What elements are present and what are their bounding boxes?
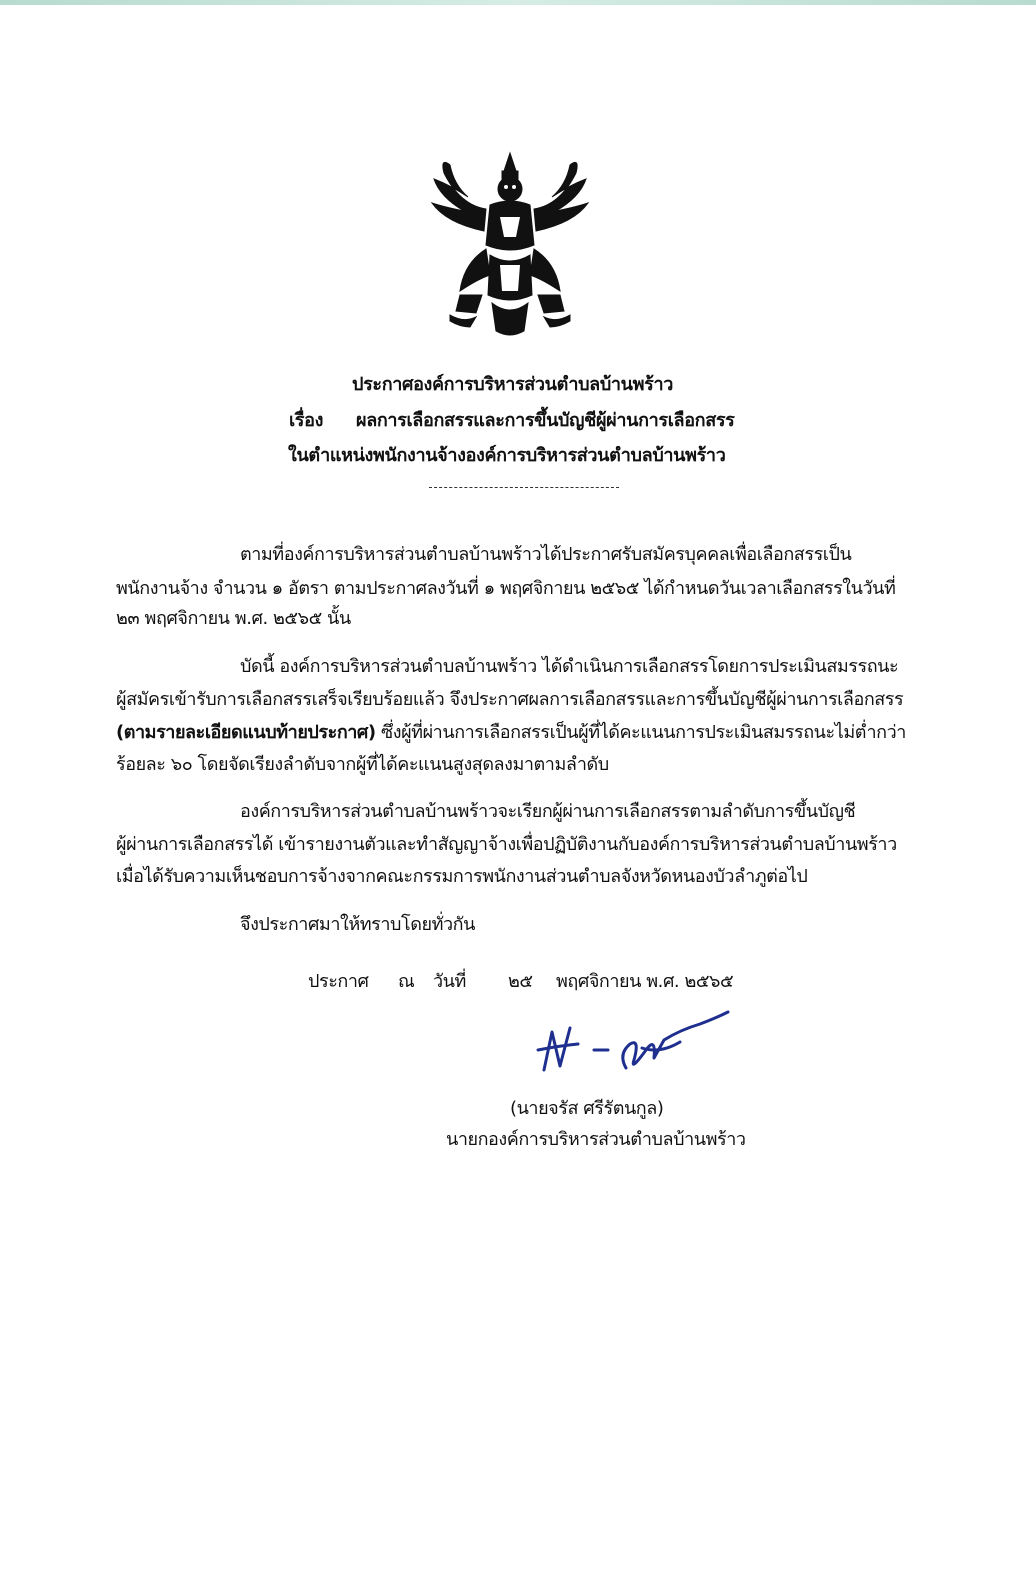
closing-line: จึงประกาศมาให้ทราบโดยทั่วกัน	[240, 914, 475, 935]
scan-edge	[0, 0, 1036, 5]
date-day-value: ๒๕	[508, 971, 533, 992]
position-line: ในตำแหน่งพนักงานจ้างองค์การบริหารส่วนตำบลบ้านพร้าว	[288, 445, 726, 466]
p2-line-4: ร้อยละ ๖๐ โดยจัดเรียงลำดับจากผู้ที่ได้คะแนนสูงสุดลงมาตามลำดับ	[116, 754, 609, 775]
p2-line-1: บัดนี้ องค์การบริหารส่วนตำบลบ้านพร้าว ได้ดำเนินการเลือกสรรโดยการประเมินสมรรถนะ	[240, 656, 899, 677]
date-at-label: ณ	[398, 971, 415, 992]
signatory-position: นายกองค์การบริหารส่วนตำบลบ้านพร้าว	[446, 1129, 746, 1150]
p1-line-2: พนักงานจ้าง จำนวน ๑ อัตรา ตามประกาศลงวันที่ ๑ พฤศจิกายน ๒๕๖๕ ได้กำหนดวันเวลาเลือกสรรในวันที่	[116, 578, 896, 599]
date-day-label: วันที่	[433, 971, 466, 992]
signatory-name: (นายจรัส ศรีรัตนกูล)	[510, 1098, 664, 1119]
p1-line-1: ตามที่องค์การบริหารส่วนตำบลบ้านพร้าวได้ประกาศรับสมัครบุคคลเพื่อเลือกสรรเป็น	[240, 544, 852, 565]
subject-label: เรื่อง	[289, 410, 324, 431]
header-separator	[429, 487, 619, 488]
attachment-reference: (ตามรายละเอียดแนบท้ายประกาศ)	[116, 722, 376, 743]
date-announced-label: ประกาศ	[308, 971, 369, 992]
date-month-year: พฤศจิกายน พ.ศ. ๒๕๖๕	[556, 971, 734, 992]
p2-line-3	[116, 721, 906, 745]
announcement-title: ประกาศองค์การบริหารส่วนตำบลบ้านพร้าว	[352, 374, 673, 395]
p1-line-3: ๒๓ พฤศจิกายน พ.ศ. ๒๕๖๕ นั้น	[116, 608, 351, 629]
p3-line-2: ผู้ผ่านการเลือกสรรได้ เข้ารายงานตัวและทำสัญญาจ้างเพื่อปฏิบัติงานกับองค์การบริหารส่วนตำบลบ้านพร้าว	[116, 834, 897, 855]
garuda-emblem-icon	[420, 145, 600, 340]
p3-line-3: เมื่อได้รับความเห็นชอบการจ้างจากคณะกรรมการพนักงานส่วนตำบลจังหวัดหนองบัวลำภูต่อไป	[116, 866, 808, 887]
p2-line-3-text: ซึ่งผู้ที่ผ่านการเลือกสรรเป็นผู้ที่ได้คะแนนการประเมินสมรรถนะไม่ต่ำกว่า	[380, 722, 906, 743]
p2-line-2: ผู้สมัครเข้ารับการเลือกสรรเสร็จเรียบร้อยแล้ว จึงประกาศผลการเลือกสรรและการขึ้นบัญชีผู้ผ่านการเลือกสรร	[116, 689, 904, 710]
handwritten-signature	[530, 1010, 740, 1082]
subject-text: ผลการเลือกสรรและการขึ้นบัญชีผู้ผ่านการเลือกสรร	[356, 410, 735, 431]
p3-line-1: องค์การบริหารส่วนตำบลบ้านพร้าวจะเรียกผู้ผ่านการเลือกสรรตามลำดับการขึ้นบัญชี	[240, 801, 856, 822]
